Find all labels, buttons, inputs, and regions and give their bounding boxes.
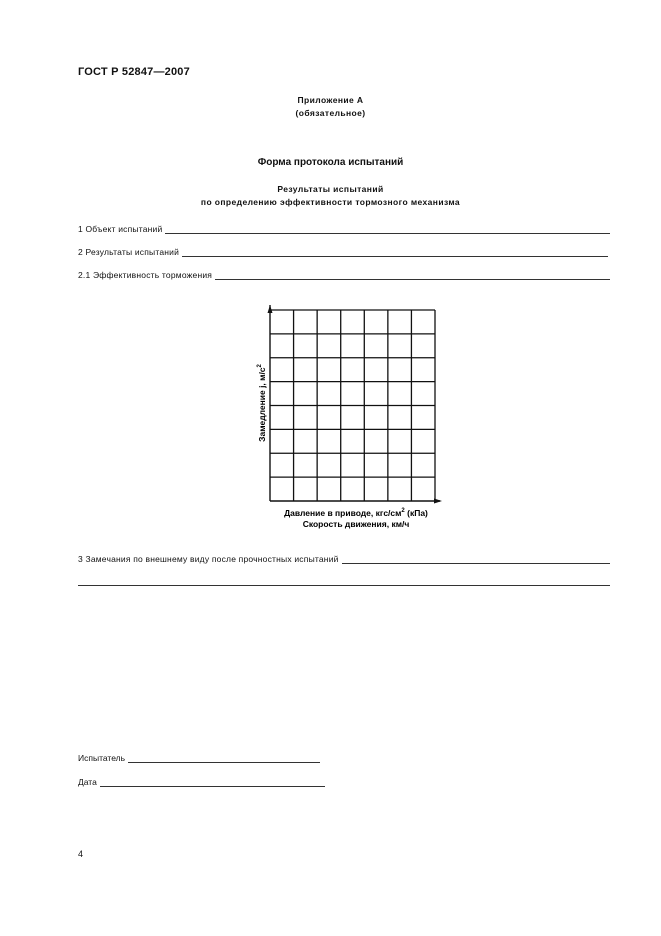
signature-tester[interactable] bbox=[78, 751, 320, 763]
form-subtitle-1: Результаты испытаний bbox=[277, 184, 384, 194]
appendix-status: (обязательное) bbox=[295, 108, 366, 118]
field-object[interactable] bbox=[78, 222, 610, 234]
page-number: 4 bbox=[78, 849, 84, 859]
x-axis-arrow-icon bbox=[434, 499, 442, 504]
signature-tester-label: Испытатель bbox=[78, 753, 126, 763]
field-object-line[interactable] bbox=[165, 225, 610, 234]
y-axis-arrow-icon bbox=[268, 305, 273, 313]
field-remarks-line-2[interactable] bbox=[78, 585, 610, 586]
field-efficiency-line[interactable] bbox=[215, 271, 610, 280]
y-axis-label: Замедление j, $м/с^2$ bbox=[257, 364, 267, 442]
field-remarks-label: 3 Замечания по внешнему виду после прочностных испытаний bbox=[78, 554, 339, 564]
field-remarks-line[interactable] bbox=[342, 555, 610, 564]
grid-lines bbox=[270, 305, 440, 501]
field-results[interactable] bbox=[78, 245, 608, 257]
field-object-label: 1 Объект испытаний bbox=[78, 224, 163, 234]
signature-date-line[interactable] bbox=[100, 778, 325, 787]
field-efficiency-label: 2.1 Эффективность торможения bbox=[78, 270, 213, 280]
field-results-label: 2 Результаты испытаний bbox=[78, 247, 180, 257]
field-efficiency[interactable] bbox=[78, 268, 610, 280]
signature-date-label: Дата bbox=[78, 777, 97, 787]
field-remarks[interactable] bbox=[78, 552, 610, 564]
signature-tester-line[interactable] bbox=[128, 754, 320, 763]
field-results-line[interactable] bbox=[182, 248, 608, 257]
blank-chart-grid bbox=[250, 300, 450, 540]
x-axis-label: Давление в приводе, кгс/$см^2$ (кПа) bbox=[284, 508, 428, 518]
appendix-title: Приложение А bbox=[297, 95, 364, 105]
form-title: Форма протокола испытаний bbox=[257, 157, 404, 168]
form-subtitle-2: по определению эффективности тормозного механизма bbox=[200, 197, 461, 207]
x-axis-label-2: Скорость движения, км/ч bbox=[302, 519, 410, 529]
document-code: ГОСТ Р 52847—2007 bbox=[78, 66, 190, 78]
signature-date[interactable] bbox=[78, 775, 325, 787]
